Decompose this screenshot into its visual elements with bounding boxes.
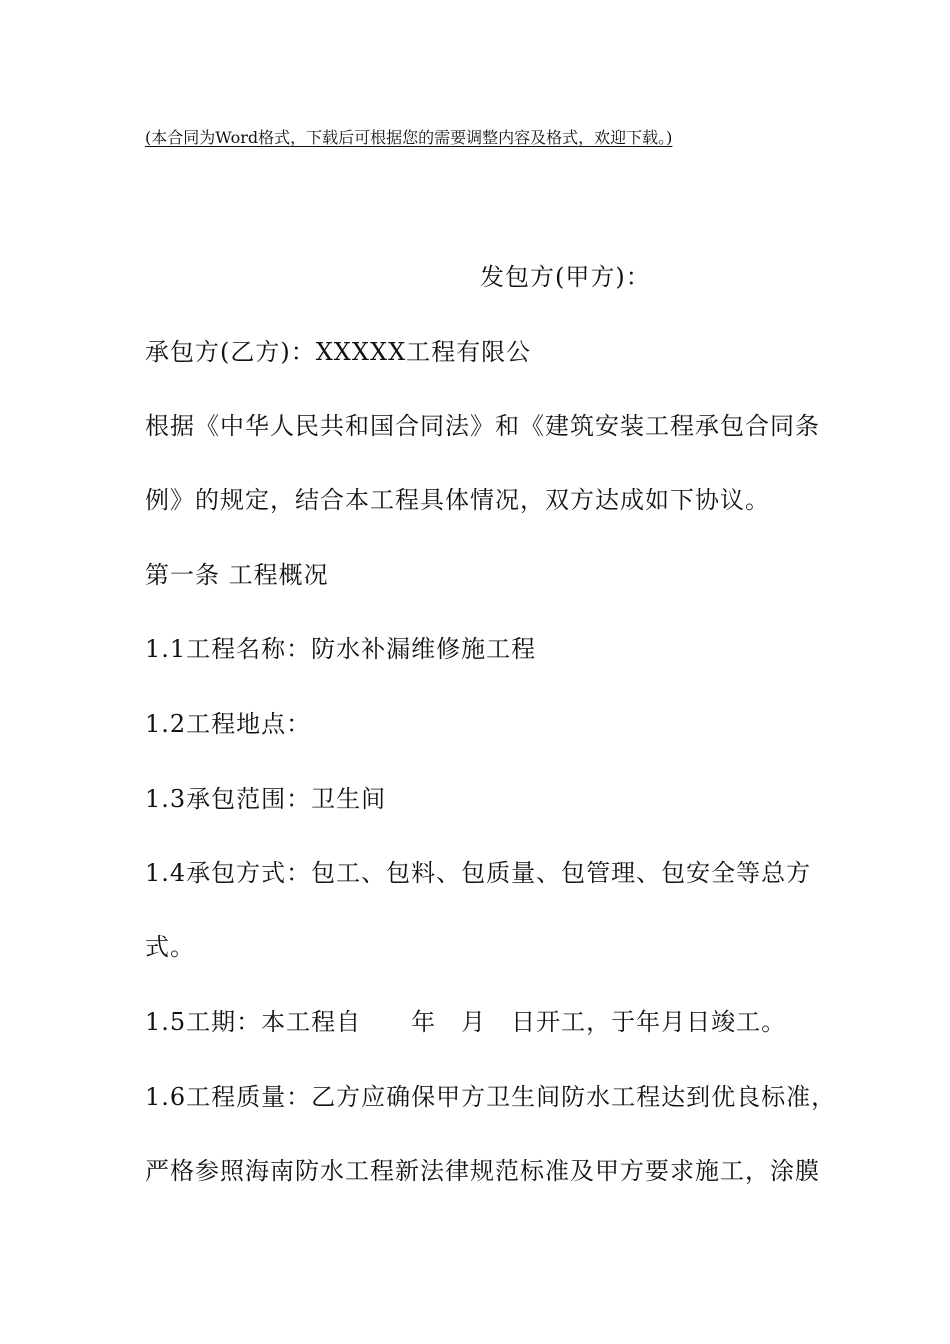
intro-paragraph-line-2: 例》的规定，结合本工程具体情况，双方达成如下协议。	[145, 486, 770, 514]
party-b-line: 承包方(乙方)：XXXXX工程有限公	[145, 338, 532, 366]
intro-paragraph-line-1: 根据《中华人民共和国合同法》和《建筑安装工程承包合同条	[145, 412, 820, 440]
party-a-label: 发包方(甲方)：	[480, 263, 651, 291]
format-notice: (本合同为Word格式，下载后可根据您的需要调整内容及格式，欢迎下载。)	[145, 128, 673, 147]
clause-1-4-line-1: 1.4承包方式：包工、包料、包质量、包管理、包安全等总方	[145, 859, 812, 887]
clause-1-6-line-2: 严格参照海南防水工程新法律规范标准及甲方要求施工，涂膜	[145, 1157, 820, 1185]
article-1-heading: 第一条 工程概况	[145, 561, 329, 589]
clause-1-2: 1.2工程地点：	[145, 710, 312, 738]
clause-1-5: 1.5工期：本工程自 年 月 日开工，于年月日竣工。	[145, 1008, 787, 1036]
clause-1-3: 1.3承包范围：卫生间	[145, 785, 387, 813]
clause-1-4-line-2: 式。	[145, 933, 195, 961]
clause-1-6-line-1: 1.6工程质量：乙方应确保甲方卫生间防水工程达到优良标准，	[145, 1083, 837, 1111]
clause-1-1: 1.1工程名称：防水补漏维修施工程	[145, 635, 537, 663]
